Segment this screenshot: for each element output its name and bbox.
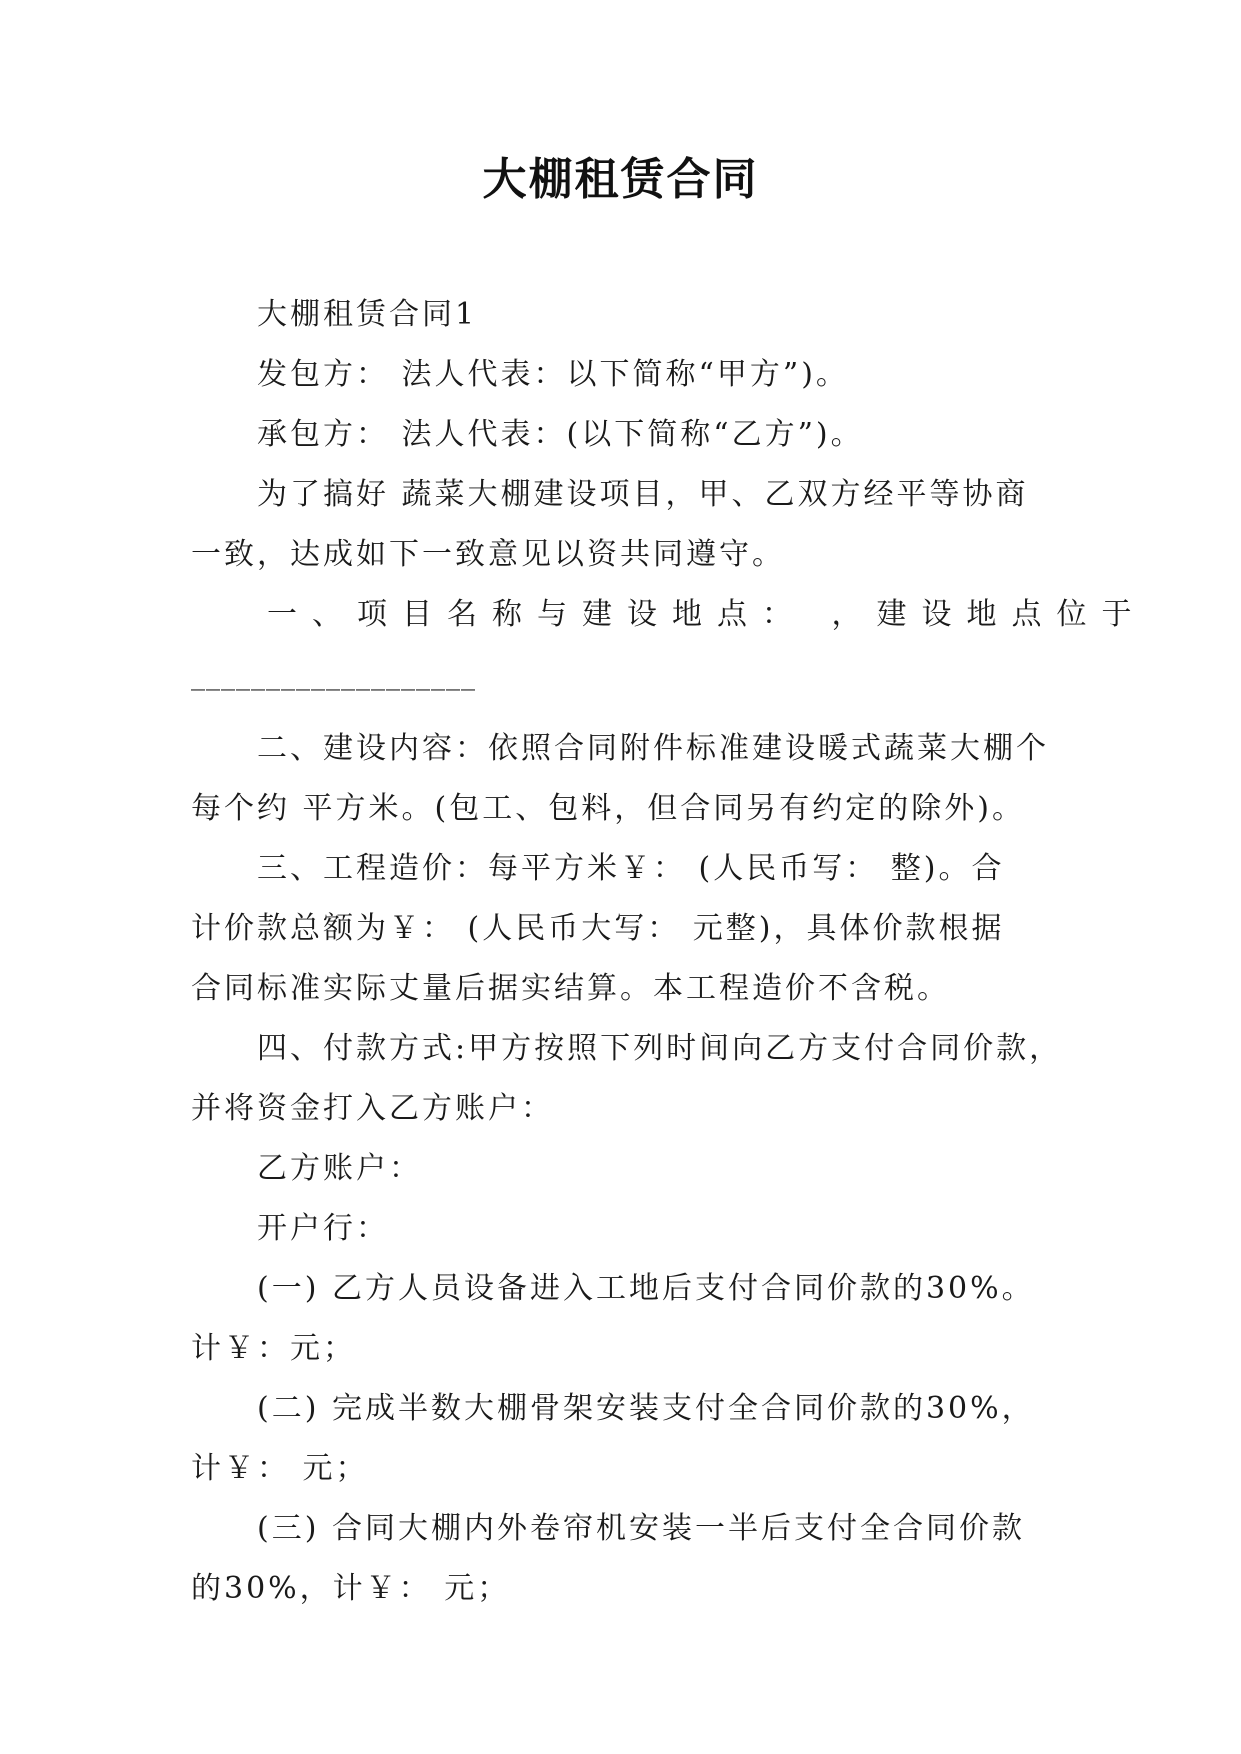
party-b-line: 承包方： 法人代表：(以下简称“乙方”)。 — [257, 417, 864, 452]
payment-1-line-2: 计￥：元； — [191, 1331, 356, 1366]
payment-3-line-1: (三) 合同大棚内外卷帘机安装一半后支付全合同价款 — [257, 1511, 1025, 1546]
clause-3-line-2: 计价款总额为￥： (人民币大写： 元整)，具体价款根据 — [191, 911, 1005, 946]
clause-2-line-1: 二、建设内容：依照合同附件标准建设暖式蔬菜大棚个 — [257, 731, 1049, 766]
payment-1-line-1: (一) 乙方人员设备进入工地后支付合同价款的30%。 — [257, 1271, 1035, 1306]
payment-2-line-1: (二) 完成半数大棚骨架安装支付全合同价款的30%， — [257, 1391, 1035, 1426]
clause-2-line-2: 每个约 平方米。(包工、包料，但合同另有约定的除外)。 — [191, 791, 1025, 826]
clause-1-line: 一、项目名称与建设地点： ，建设地点位于 — [267, 597, 1147, 632]
preamble-line-2: 一致，达成如下一致意见以资共同遵守。 — [191, 537, 785, 572]
spacer — [191, 705, 1049, 719]
party-a-line: 发包方： 法人代表：以下简称“甲方”)。 — [257, 357, 849, 392]
clause-3-line-1: 三、工程造价：每平方米￥： (人民币写： 整)。合 — [257, 851, 1005, 886]
payment-3-line-2: 的30%，计￥： 元； — [191, 1571, 511, 1606]
bank-line: 开户行： — [257, 1211, 389, 1246]
clause-4-line-1: 四、付款方式:甲方按照下列时间向乙方支付合同价款， — [257, 1031, 1063, 1066]
preamble-line-1: 为了搞好 蔬菜大棚建设项目，甲、乙双方经平等协商 — [257, 477, 1029, 512]
document-title: 大棚租赁合同 — [482, 154, 759, 205]
payment-2-line-2: 计￥： 元； — [191, 1451, 369, 1486]
clause-4-line-2: 并将资金打入乙方账户： — [191, 1091, 554, 1126]
account-line: 乙方账户： — [257, 1151, 422, 1186]
clause-3-line-3: 合同标准实际丈量后据实结算。本工程造价不含税。 — [191, 971, 950, 1006]
document-body — [191, 285, 1147, 1619]
location-blank: ___________________ — [191, 658, 476, 691]
contract-heading: 大棚租赁合同1 — [257, 297, 478, 332]
